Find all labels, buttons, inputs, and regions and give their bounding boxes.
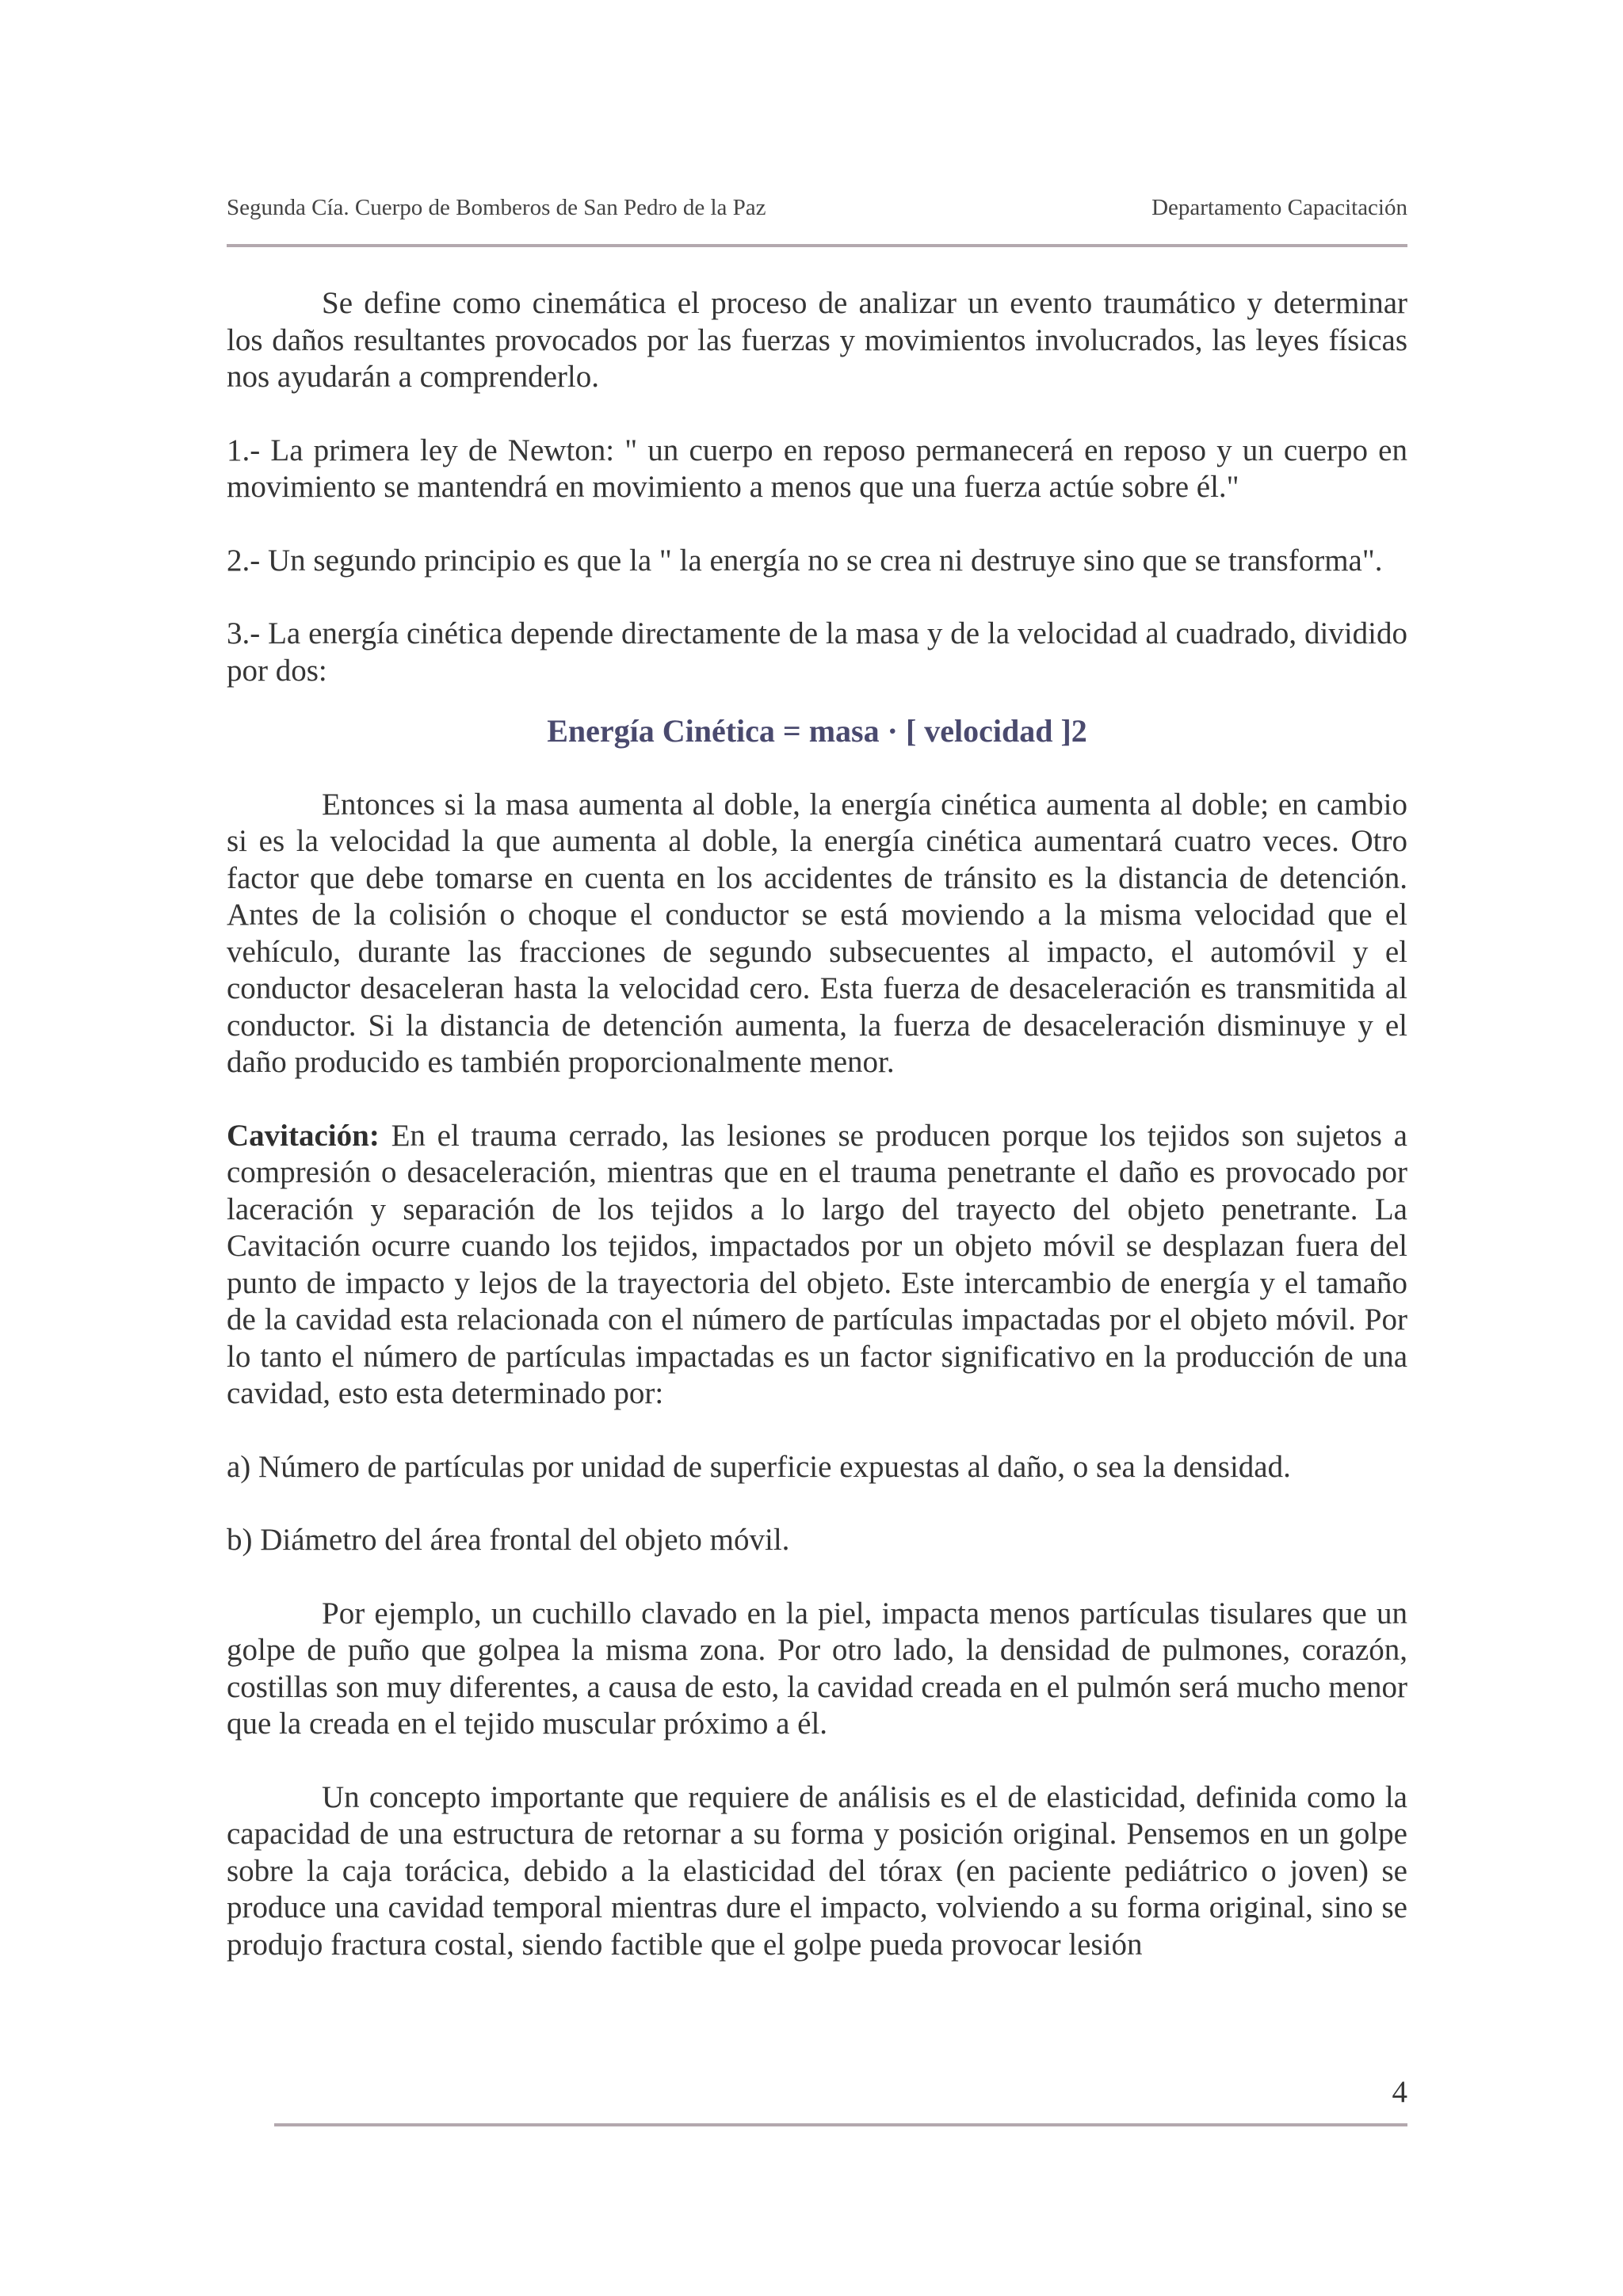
newton-law-paragraph: 1.- La primera ley de Newton: " un cuerpo en reposo permanecerá en reposo y un cuerpo en movimiento se mantendrá en movimiento a menos que una fuerza actúe sobre él." bbox=[227, 433, 1407, 504]
intro-paragraph: Se define como cinemática el proceso de analizar un evento traumático y determinar los daños resultantes provocados por las fuerzas y movimientos involucrados, las leyes físicas nos ayudarán a comprenderlo. bbox=[227, 286, 1407, 394]
example-paragraph: Por ejemplo, un cuchillo clavado en la piel, impacta menos partículas tisulares que un golpe de puño que golpea la misma zona. Por otro lado, la densidad de pulmones, corazón, costillas son muy diferentes, a causa de esto, la cavidad creada en el pulmón será mucho menor que la creada en el tejido muscular próximo a él. bbox=[227, 1596, 1407, 1741]
page-number: 4 bbox=[1392, 2075, 1407, 2109]
header-department: Departamento Capacitación bbox=[1151, 195, 1407, 220]
cavitation-paragraph bbox=[227, 1118, 1407, 1413]
document-body bbox=[227, 285, 1407, 1963]
list-item-density: a) Número de partículas por unidad de superficie expuestas al daño, o sea la densidad. bbox=[227, 1449, 1291, 1484]
footer-divider bbox=[274, 2123, 1407, 2126]
cavitation-text: En el trauma cerrado, las lesiones se producen porque los tejidos son sujetos a compresión o desaceleración, mientras que en el trauma penetrante el daño es provocado por laceración y separación de los tejidos a lo largo del trayecto del objeto penetrante. La Cavitación ocurre cuando los tejidos, impactados por un objeto móvil se desplazan fuera del punto de impacto y lejos de la trayectoria del objeto. Este intercambio de energía y el tamaño de la cavidad esta relacionada con el número de partículas impactadas por el objeto móvil. Por lo tanto el número de partículas impactadas es un factor significativo en la producción de una cavidad, esto esta determinado por: bbox=[227, 1118, 1407, 1410]
explanation-paragraph: Entonces si la masa aumenta al doble, la energía cinética aumenta al doble; en cambio si es la velocidad la que aumenta al doble, la energía cinética aumentará cuatro veces. Otro factor que debe tomarse en cuenta en los accidentes de tránsito es la distancia de detención. Antes de la colisión o choque el conductor se está moviendo a la misma velocidad que el vehículo, durante las fracciones de segundo subsecuentes al impacto, el automóvil y el conductor desaceleran hasta la velocidad cero. Esta fuerza de desaceleración es transmitida al conductor. Si la distancia de detención aumenta, la fuerza de desaceleración disminuye y el daño producido es también proporcionalmente menor. bbox=[227, 787, 1407, 1079]
cavitation-heading: Cavitación: bbox=[227, 1118, 380, 1153]
header-divider bbox=[227, 244, 1407, 247]
list-item-diameter: b) Diámetro del área frontal del objeto móvil. bbox=[227, 1523, 790, 1557]
kinetic-energy-paragraph: 3.- La energía cinética depende directamente de la masa y de la velocidad al cuadrado, dividido por dos: bbox=[227, 616, 1407, 688]
energy-principle-paragraph: 2.- Un segundo principio es que la " la energía no se crea ni destruye sino que se transforma". bbox=[227, 543, 1383, 578]
header-institution: Segunda Cía. Cuerpo de Bomberos de San Pedro de la Paz bbox=[227, 195, 766, 220]
elasticity-paragraph: Un concepto importante que requiere de análisis es el de elasticidad, definida como la capacidad de una estructura de retornar a su forma y posición original. Pensemos en un golpe sobre la caja torácica, debido a la elasticidad del tórax (en paciente pediátrico o joven) se produce una cavidad temporal mientras dure el impacto, volviendo a su forma original, sino se produjo fractura costal, siendo factible que el golpe pueda provocar lesión bbox=[227, 1779, 1407, 1962]
kinetic-energy-formula: Energía Cinética = masa · [ velocidad ]2 bbox=[547, 713, 1087, 749]
page-header bbox=[227, 189, 1407, 228]
